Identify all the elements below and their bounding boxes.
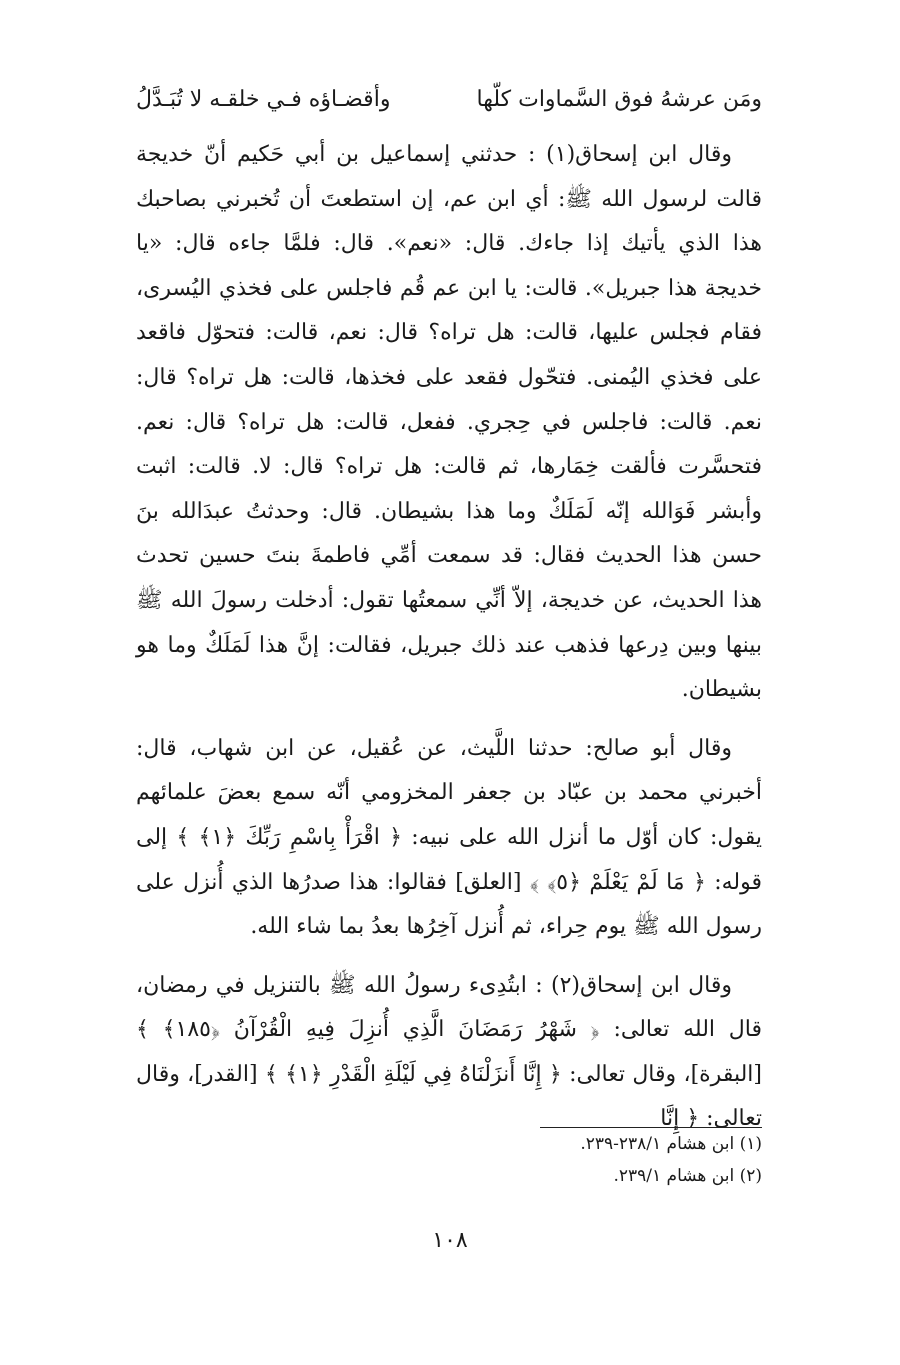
- footnote-1: (١) ابن هشام ٢٣٨/١-٢٣٩.: [580, 1134, 762, 1154]
- verse-hemistich-second: وأقضـاؤه فـي خلقـه لا تُبَـدَّلُ: [136, 87, 391, 112]
- poem-verse: [136, 78, 762, 123]
- verse-line: [136, 78, 762, 123]
- verse-hemistich-first: ومَن عرشهُ فوق السَّماوات كلّها: [476, 87, 762, 112]
- footnote-2: (٢) ابن هشام ٢٣٩/١.: [613, 1166, 762, 1186]
- main-text: [136, 133, 762, 1142]
- paragraph-abu-salih: وقال أبو صالح: حدثنا اللَّيث، عن عُقيل، عن ابن شهاب، قال: أخبرني محمد بن عبّاد بن جعفر المخزومي أنّه سمع بعضَ علمائهم يقول: كان أوّل ما أنزل الله على نبيه: ﴿ اقْرَأْ بِاسْمِ رَبِّكَ ﴿١﴾ ﴾ إلى قوله: ﴿ مَا لَمْ يَعْلَمْ ﴿٥﴾ ﴾ [العلق] فقالوا: هذا صدرُها الذي أُنزل على رسول الله ﷺ يوم حِراء، ثم أُنزل آخِرُها بعدُ بما شاء الله.: [136, 735, 763, 940]
- page-number: ١٠٨: [432, 1228, 468, 1253]
- paragraph-ibn-ishaq-khadija: وقال ابن إسحاق(١) : حدثني إسماعيل بن أبي حَكيم أنّ خديجة قالت لرسول الله ﷺ: أي ابن عم، إن استطعتَ أن تُخبرني بصاحبك هذا الذي يأتيك إذا جاءك. قال: «نعم». قال: فلمَّا جاءه قال: «يا خديجة هذا جبريل». قالت: يا ابن عم قُم فاجلس على فخذي اليُسرى، فقام فجلس عليها، قالت: هل تراه؟ قال: نعم، قالت: فتحوّل فاقعد على فخذي اليُمنى. فتحّول فقعد على فخذها، قالت: هل تراه؟ قال: نعم. قالت: فاجلس في حِجري. ففعل، قالت: هل تراه؟ قال: نعم. فتحسَّرت فألقت خِمَارها، ثم قالت: هل تراه؟ قال: لا. قالت: اثبت وأبشر فَوَالله إنّه لَمَلَكٌ وما هذا بشيطان. قال: وحدثتُ عبدَالله بنَ حسن هذا الحديث فقال: قد سمعت أمِّي فاطمةَ بنتَ حسين تحدث هذا الحديث، عن خديجة، إلاّ أنِّي سمعتُها تقول: أدخلت رسولَ الله ﷺ بينها وبين دِرعها فذهب عند ذلك جبريل، فقالت: إنَّ هذا لَمَلَكٌ وما هو بشيطان.: [136, 142, 762, 703]
- paragraph-ibn-ishaq-ramadan: وقال ابن إسحاق(٢) : ابتُدِىء رسولُ الله ﷺ بالتنزيل في رمضان، قال الله تعالى: ﴿ شَهْرُ رَمَضَانَ الَّذِي أُنزِلَ فِيهِ الْقُرْآنُ ﴿١٨٥﴾ ﴾ [البقرة]، وقال تعالى: ﴿ إِنَّا أَنزَلْنَاهُ فِي لَيْلَةِ الْقَدْرِ ﴿١﴾ ﴾ [القدر]، وقال تعالى: ﴿ إِنَّا: [136, 972, 762, 1132]
- footnotes: [136, 1128, 762, 1192]
